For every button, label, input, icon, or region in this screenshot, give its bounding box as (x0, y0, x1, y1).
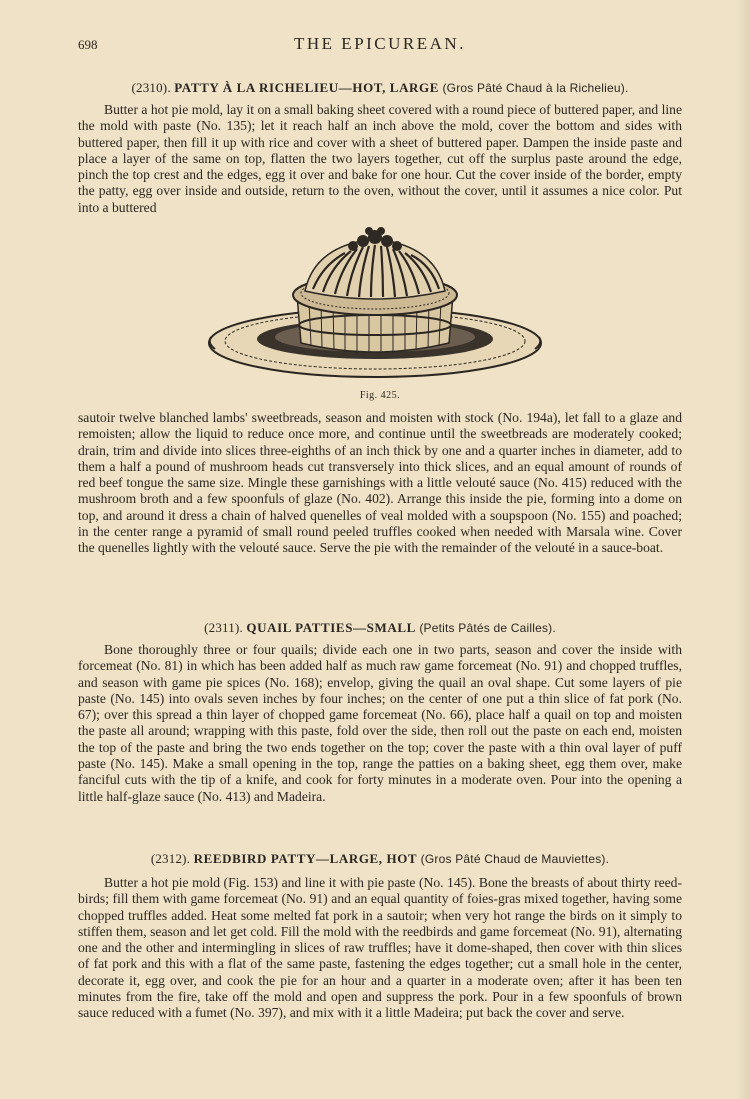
figure-caption: Fig. 425. (359, 390, 401, 401)
page-edge-shadow (736, 0, 750, 1099)
recipe-title-2310 (78, 80, 682, 96)
running-title: THE EPICUREAN. (294, 34, 466, 53)
patty-illustration (205, 225, 545, 385)
recipe-number: (2312). (150, 851, 191, 866)
recipe-french-name: (Gros Pâté Chaud à la Richelieu). (442, 81, 629, 95)
page-number: 698 (78, 37, 98, 52)
recipe-name: QUAIL PATTIES—SMALL (246, 620, 416, 635)
recipe-title-2311 (78, 620, 682, 636)
recipe-text-2310-part2: sautoir twelve blanched lambs' sweetbreads, season and moisten with stock (No. 194a), let fall to a glaze and remoisten; allow the liquid to reduce once more, and continue until the sweetbreads are moderately cooked; drain, trim and divide into slices three-eighths of an inch thick by one and a quarter inches in diameter, add to them a half a pound of mushroom heads cut transversely into thick slices, and an equal amount of rounds of red beef tongue the same size. Mingle these garnishings with a little velouté sauce (No. 415) reduced with the mushroom broth and a few spoonfuls of glaze (No. 402). Arrange this inside the pie, forming into a dome on top, and around it dress a chain of halved quenelles of veal molded with a soupspoon (No. 155) and poached; in the center range a pyramid of small round peeled truffles cooked when needed with Marsala wine. Cover the quenelles lightly with the velouté sauce. Serve the pie with the remainder of the velouté in a sauce-boat. (78, 410, 682, 556)
recipe-name: PATTY À LA RICHELIEU—HOT, LARGE (174, 80, 440, 95)
recipe-french-name: (Gros Pâté Chaud de Mauviettes). (420, 852, 610, 866)
recipe-french-name: (Petits Pâtés de Cailles). (419, 621, 556, 635)
recipe-text-2312: Butter a hot pie mold (Fig. 153) and line it with pie paste (No. 145). Bone the breasts of about thirty reed-birds; fill them with game forcemeat (No. 91) and an equal quantity of foies-gras mixed together, having some chopped truffles added. Heat some melted fat pork in a sautoir; when very hot range the birds on it simply to stiffen them, season and let get cold. Fill the mold with the reedbirds and game forcemeat (No. 91), alternating one and the other and intermingling in slices of raw truffles; have it dome-shaped, then cover with thin slices of fat pork and this with a flat of the same paste, fastening the edges together; cut a small hole in the center, decorate it, egg over, and cook the pie for an hour and a quarter in a moderate oven; after it has been ten minutes from the fire, take off the mold and open and suppress the pork. Pour in a few spoonfuls of brown sauce reduced with a fumet (No. 397), and mix with it a little Madeira; put back the cover and serve. (78, 875, 682, 1021)
page-header (78, 34, 682, 58)
recipe-text-2310-part1: Butter a hot pie mold, lay it on a small baking sheet covered with a round piece of buttered paper, and line the mold with paste (No. 135); let it reach half an inch above the mold, cover the bottom and sides with buttered paper, then fill it up with rice and cover with a sheet of buttered paper. Dampen the inside paste and place a layer of the same on top, flatten the two layers together, cut off the surplus paste around the edge, pinch the top crest and the edges, egg it over and bake for one hour. Cut the cover inside of the border, empty the patty, egg over inside and outside, return to the oven, without the cover, until it assumes a nice color. Put into a buttered (78, 102, 682, 215)
recipe-text-2311: Bone thoroughly three or four quails; divide each one in two parts, season and cover the inside with forcemeat (No. 81) in which has been added half as much raw game forcemeat (No. 91) and chopped truffles, and season with game pie spices (No. 168); envelop, giving the quail an oval shape. Cut some layers of pie paste (No. 145) into ovals seven inches by four inches; on the center of one put a thin slice of fat pork (No. 67); over this spread a thin layer of chopped game forcemeat (No. 66), place half a quail on top and moisten the paste all around; wrapping with this paste, fold over the side, then roll out the paste on each end, moisten the top of the paste and bring the two ends together on the top; cover the paste with a thin oval layer of puff paste (No. 145). Make a small opening in the top, range the patties on a baking sheet, egg them over, make fanciful cuts with the tip of a knife, and cook for forty minutes in a moderate oven. Pour into the opening a little half-glaze sauce (No. 413) and Madeira. (78, 642, 682, 804)
recipe-number: (2311). (204, 620, 243, 635)
recipe-name: REEDBIRD PATTY—LARGE, HOT (193, 851, 418, 866)
recipe-title-2312 (78, 851, 682, 867)
recipe-number: (2310). (131, 80, 171, 95)
